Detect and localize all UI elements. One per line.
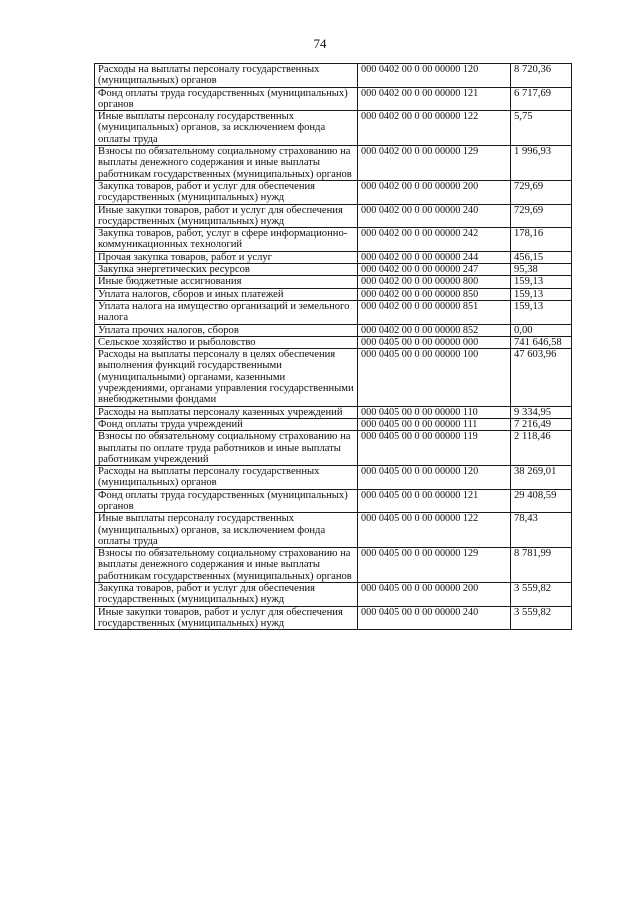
budget-code-cell: 000 0405 00 0 00 00000 110 (358, 406, 511, 418)
expense-name-cell: Фонд оплаты труда учреждений (95, 418, 358, 430)
table-row (95, 336, 572, 348)
budget-table-body (95, 64, 572, 630)
table-row (95, 251, 572, 263)
budget-code-cell: 000 0402 00 0 00 00000 242 (358, 228, 511, 252)
table-row (95, 418, 572, 430)
table-row (95, 204, 572, 228)
expense-name-cell: Расходы на выплаты персоналу казенных учреждений (95, 406, 358, 418)
table-row (95, 111, 572, 146)
budget-code-cell: 000 0402 00 0 00 00000 244 (358, 251, 511, 263)
expense-name-cell: Фонд оплаты труда государственных (муниципальных) органов (95, 489, 358, 513)
amount-cell: 9 334,95 (511, 406, 572, 418)
amount-cell: 78,43 (511, 513, 572, 548)
amount-cell: 95,38 (511, 264, 572, 276)
table-row (95, 431, 572, 466)
amount-cell: 29 408,59 (511, 489, 572, 513)
expense-name-cell: Расходы на выплаты персоналу государственных (муниципальных) органов (95, 64, 358, 88)
page-number: 74 (313, 36, 327, 51)
budget-code-cell: 000 0402 00 0 00 00000 120 (358, 64, 511, 88)
expense-name-cell: Взносы по обязательному социальному страхованию на выплаты денежного содержания и иные выплаты работникам государственных (муниципальных) органов (95, 548, 358, 583)
expense-name-cell: Расходы на выплаты персоналу в целях обеспечения выполнения функций государственными (муниципальными) органами, казенными учреждениями, органами управления государственными внебюджетными фондами (95, 349, 358, 406)
amount-cell: 741 646,58 (511, 336, 572, 348)
amount-cell: 729,69 (511, 180, 572, 204)
budget-table (94, 63, 572, 630)
budget-code-cell: 000 0405 00 0 00 00000 122 (358, 513, 511, 548)
expense-name-cell: Иные закупки товаров, работ и услуг для обеспечения государственных (муниципальных) нужд (95, 606, 358, 630)
table-row (95, 300, 572, 324)
table-row (95, 466, 572, 490)
budget-code-cell: 000 0402 00 0 00 00000 129 (358, 146, 511, 181)
table-row (95, 288, 572, 300)
amount-cell: 5,75 (511, 111, 572, 146)
expense-name-cell: Фонд оплаты труда государственных (муниципальных) органов (95, 87, 358, 111)
table-row (95, 87, 572, 111)
budget-code-cell: 000 0402 00 0 00 00000 240 (358, 204, 511, 228)
amount-cell: 456,15 (511, 251, 572, 263)
budget-code-cell: 000 0402 00 0 00 00000 852 (358, 324, 511, 336)
budget-code-cell: 000 0405 00 0 00 00000 240 (358, 606, 511, 630)
amount-cell: 1 996,93 (511, 146, 572, 181)
expense-name-cell: Иные закупки товаров, работ и услуг для обеспечения государственных (муниципальных) нужд (95, 204, 358, 228)
budget-code-cell: 000 0402 00 0 00 00000 200 (358, 180, 511, 204)
amount-cell: 38 269,01 (511, 466, 572, 490)
expense-name-cell: Иные выплаты персоналу государственных (муниципальных) органов, за исключением фонда оплаты труда (95, 111, 358, 146)
expense-name-cell: Закупка товаров, работ и услуг для обеспечения государственных (муниципальных) нужд (95, 180, 358, 204)
table-row (95, 349, 572, 406)
table-row (95, 180, 572, 204)
table-row (95, 324, 572, 336)
table-row (95, 606, 572, 630)
budget-code-cell: 000 0402 00 0 00 00000 800 (358, 276, 511, 288)
budget-code-cell: 000 0402 00 0 00 00000 851 (358, 300, 511, 324)
budget-code-cell: 000 0402 00 0 00 00000 122 (358, 111, 511, 146)
table-row (95, 228, 572, 252)
amount-cell: 729,69 (511, 204, 572, 228)
expense-name-cell: Закупка энергетических ресурсов (95, 264, 358, 276)
expense-name-cell: Сельское хозяйство и рыболовство (95, 336, 358, 348)
amount-cell: 3 559,82 (511, 583, 572, 607)
expense-name-cell: Взносы по обязательному социальному страхованию на выплаты денежного содержания и иные выплаты работникам государственных (муниципальных) органов (95, 146, 358, 181)
table-row (95, 276, 572, 288)
budget-code-cell: 000 0405 00 0 00 00000 100 (358, 349, 511, 406)
amount-cell: 178,16 (511, 228, 572, 252)
table-row (95, 146, 572, 181)
amount-cell: 7 216,49 (511, 418, 572, 430)
table-row (95, 406, 572, 418)
expense-name-cell: Уплата прочих налогов, сборов (95, 324, 358, 336)
amount-cell: 47 603,96 (511, 349, 572, 406)
budget-code-cell: 000 0405 00 0 00 00000 121 (358, 489, 511, 513)
amount-cell: 159,13 (511, 276, 572, 288)
budget-code-cell: 000 0402 00 0 00 00000 121 (358, 87, 511, 111)
expense-name-cell: Взносы по обязательному социальному страхованию на выплаты по оплате труда работников и иные выплаты работникам учреждений (95, 431, 358, 466)
budget-code-cell: 000 0405 00 0 00 00000 120 (358, 466, 511, 490)
expense-name-cell: Закупка товаров, работ, услуг в сфере информационно-коммуникационных технологий (95, 228, 358, 252)
amount-cell: 6 717,69 (511, 87, 572, 111)
amount-cell: 159,13 (511, 288, 572, 300)
expense-name-cell: Уплата налога на имущество организаций и земельного налога (95, 300, 358, 324)
amount-cell: 3 559,82 (511, 606, 572, 630)
amount-cell: 0,00 (511, 324, 572, 336)
table-row (95, 583, 572, 607)
expense-name-cell: Иные бюджетные ассигнования (95, 276, 358, 288)
expense-name-cell: Уплата налогов, сборов и иных платежей (95, 288, 358, 300)
table-row (95, 513, 572, 548)
budget-code-cell: 000 0405 00 0 00 00000 200 (358, 583, 511, 607)
amount-cell: 8 781,99 (511, 548, 572, 583)
amount-cell: 2 118,46 (511, 431, 572, 466)
table-row (95, 64, 572, 88)
budget-code-cell: 000 0405 00 0 00 00000 129 (358, 548, 511, 583)
budget-code-cell: 000 0405 00 0 00 00000 000 (358, 336, 511, 348)
amount-cell: 8 720,36 (511, 64, 572, 88)
expense-name-cell: Закупка товаров, работ и услуг для обеспечения государственных (муниципальных) нужд (95, 583, 358, 607)
budget-code-cell: 000 0405 00 0 00 00000 119 (358, 431, 511, 466)
table-row (95, 264, 572, 276)
budget-code-cell: 000 0402 00 0 00 00000 850 (358, 288, 511, 300)
table-row (95, 548, 572, 583)
budget-code-cell: 000 0402 00 0 00 00000 247 (358, 264, 511, 276)
expense-name-cell: Расходы на выплаты персоналу государственных (муниципальных) органов (95, 466, 358, 490)
table-row (95, 489, 572, 513)
amount-cell: 159,13 (511, 300, 572, 324)
budget-code-cell: 000 0405 00 0 00 00000 111 (358, 418, 511, 430)
expense-name-cell: Иные выплаты персоналу государственных (муниципальных) органов, за исключением фонда оплаты труда (95, 513, 358, 548)
expense-name-cell: Прочая закупка товаров, работ и услуг (95, 251, 358, 263)
